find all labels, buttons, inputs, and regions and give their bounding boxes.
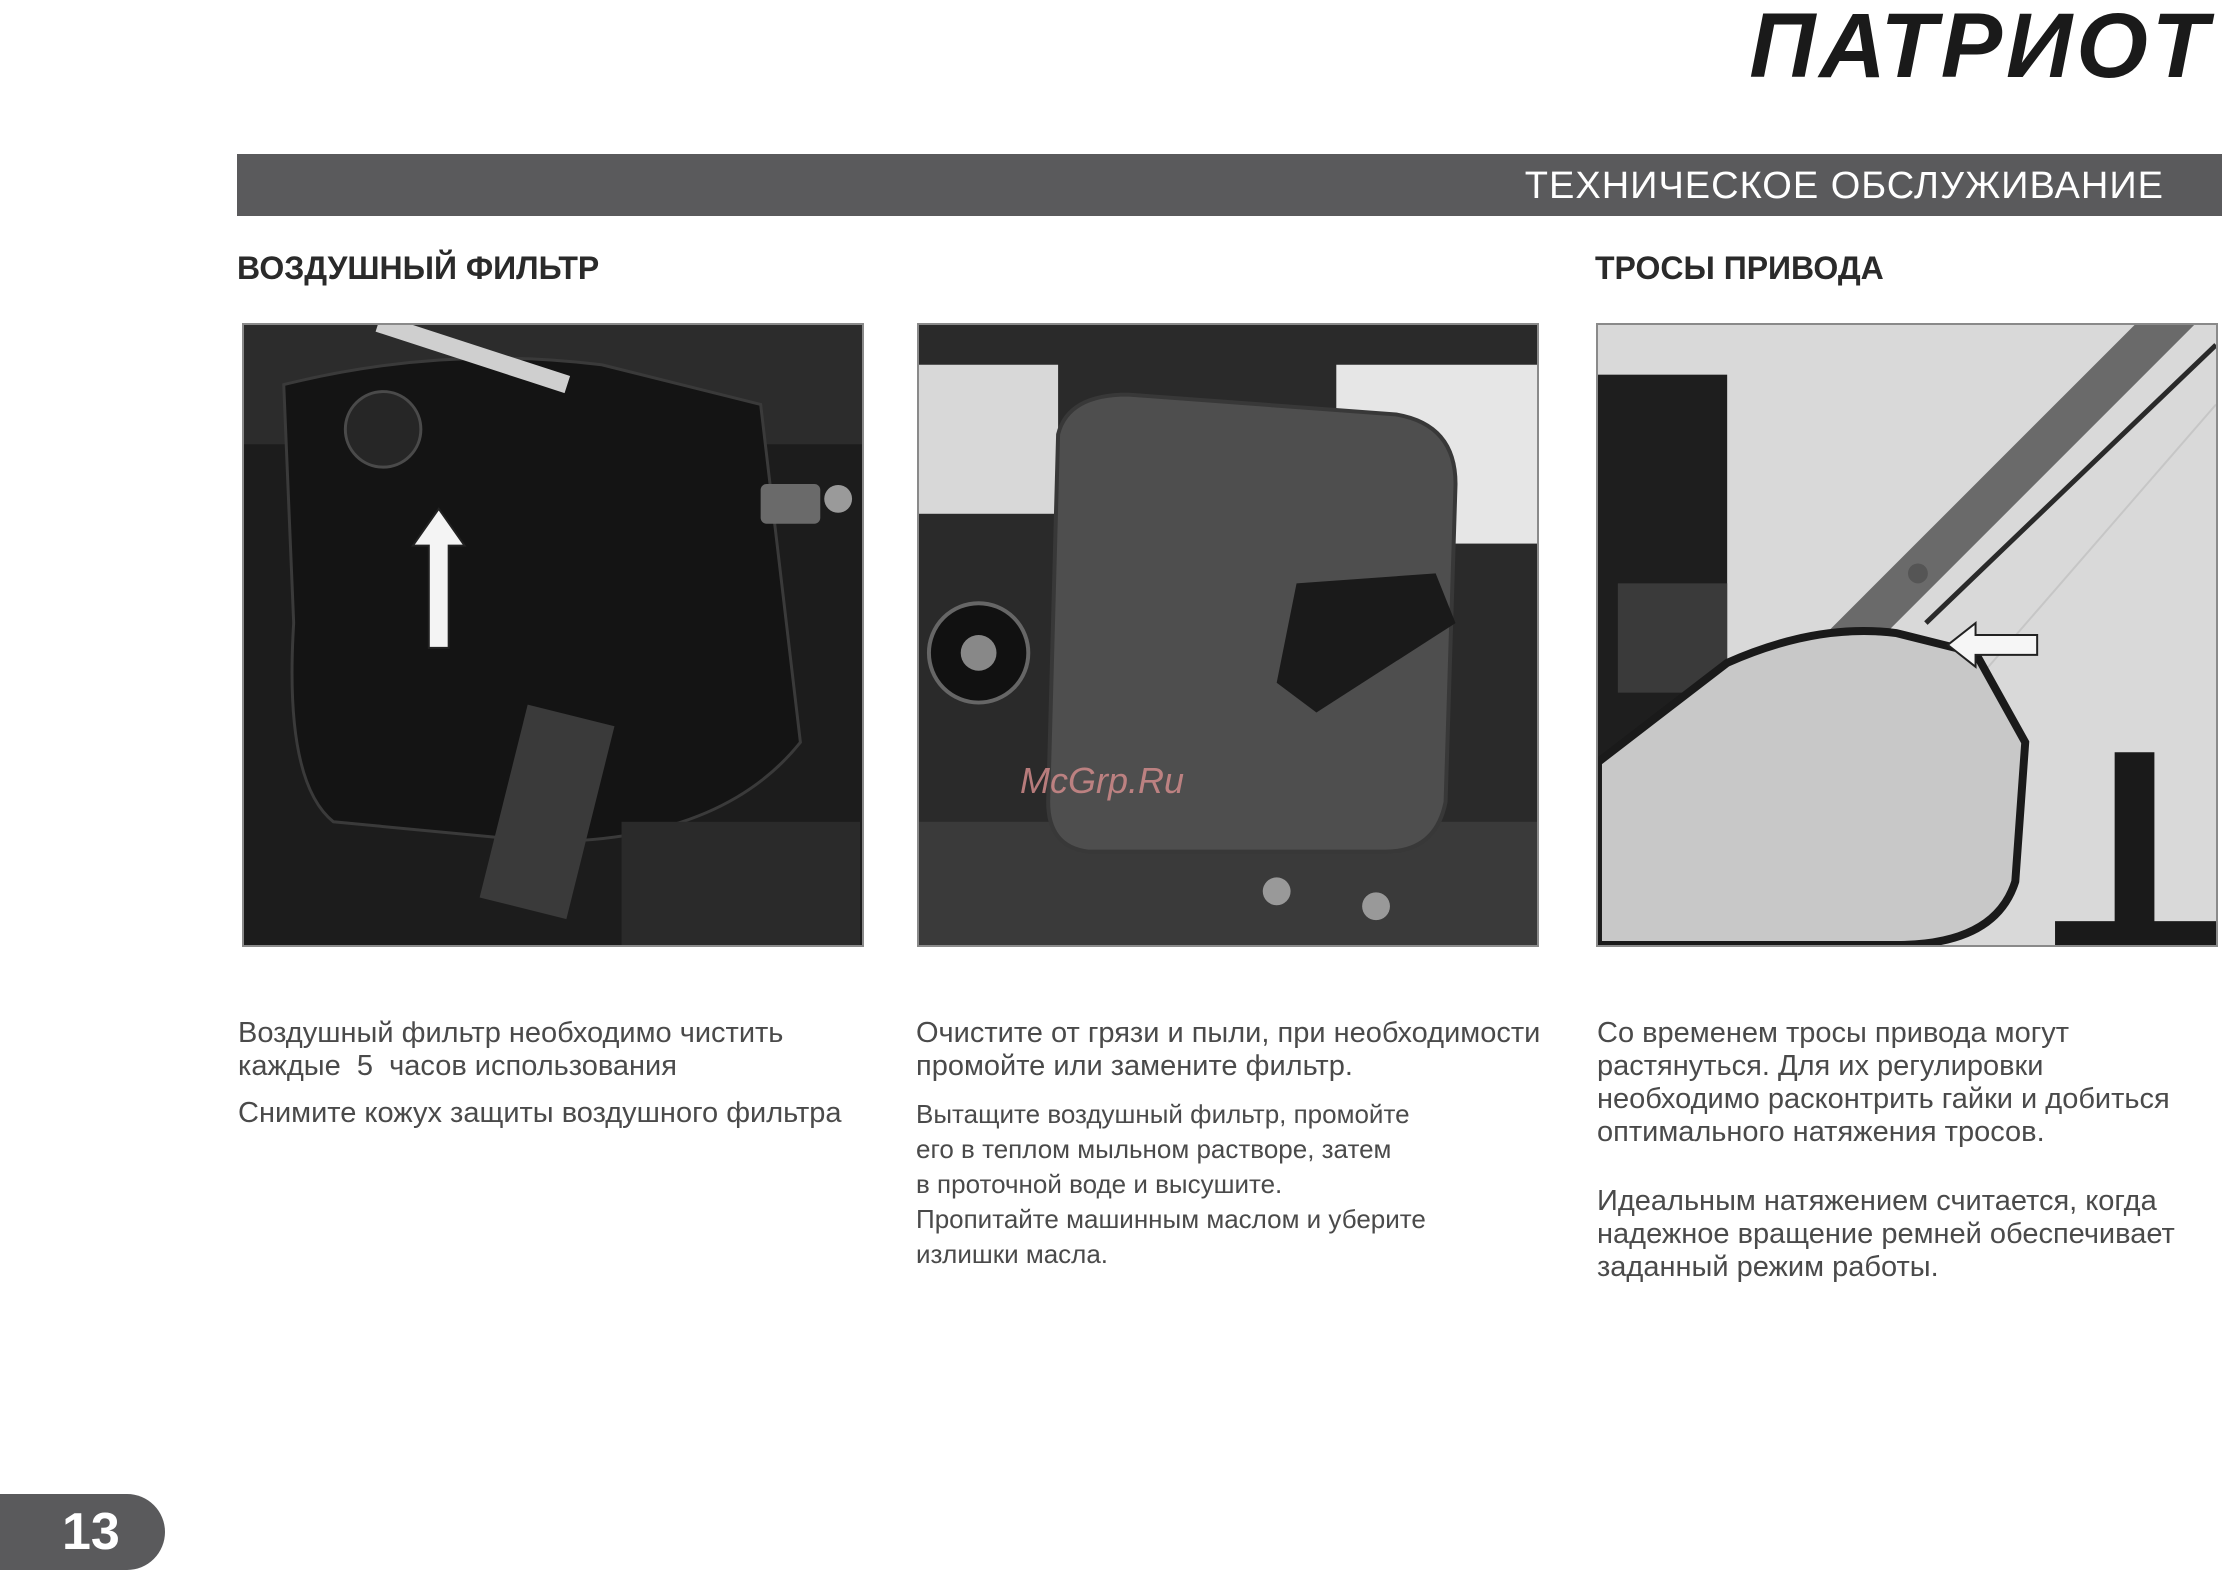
paragraph-ideal-tension: Идеальным натяжением считается, когда надежное вращение ремней обеспечивает заданный режим работы. — [1597, 1185, 2175, 1283]
paragraph-clean-filter: Очистите от грязи и пыли, при необходимости промойте или замените фильтр. — [916, 1017, 1541, 1082]
heading-air-filter: ВОЗДУШНЫЙ ФИЛЬТР — [237, 250, 600, 286]
text-column-3 — [1597, 1017, 2207, 1298]
paragraph-cable-stretch: Со временем тросы привода могут растянуться. Для их регулировки необходимо расконтрить гайки и добиться оптимального натяжения тросов. — [1597, 1017, 2170, 1148]
paragraph-wash-line-2: его в теплом мыльном растворе, затем — [916, 1134, 1392, 1164]
heading-drive-cables: ТРОСЫ ПРИВОДА — [1595, 250, 1884, 286]
photo-drive-cables — [1596, 323, 2218, 947]
text-column-1 — [238, 1017, 868, 1144]
page-number: 13 — [62, 1503, 120, 1561]
photo-air-filter-housing — [242, 323, 864, 947]
paragraph-wash-line-3: в проточной воде и высушите. — [916, 1169, 1283, 1199]
paragraph-wash-line-5: излишки масла. — [916, 1239, 1109, 1269]
section-header-band — [237, 154, 2222, 216]
cleaning-hours-value: 5 — [356, 1050, 374, 1082]
brand-logo-text: ПАТРИОТ — [1749, 0, 2212, 97]
paragraph-wash-line-4: Пропитайте машинным маслом и уберите — [916, 1204, 1426, 1234]
paragraph-remove-cover: Снимите кожух защиты воздушного фильтра — [238, 1097, 842, 1129]
cleaning-line-1: Воздушный фильтр необходимо чистить — [238, 1017, 784, 1049]
watermark: McGrp.Ru — [1020, 760, 1185, 801]
page-title: ТЕХНИЧЕСКОЕ ОБСЛУЖИВАНИЕ — [1524, 165, 2164, 207]
page-number-badge — [0, 1494, 165, 1570]
cleaning-line-2-prefix: каждые — [238, 1050, 341, 1082]
photo-foam-filter — [917, 323, 1539, 947]
paragraph-cleaning-interval — [238, 1017, 868, 1083]
paragraph-wash-line-1: Вытащите воздушный фильтр, промойте — [916, 1099, 1410, 1129]
brand-logo — [1640, 0, 2212, 97]
cleaning-line-2-suffix: часов использования — [389, 1050, 677, 1082]
text-column-2 — [916, 1017, 1546, 1272]
